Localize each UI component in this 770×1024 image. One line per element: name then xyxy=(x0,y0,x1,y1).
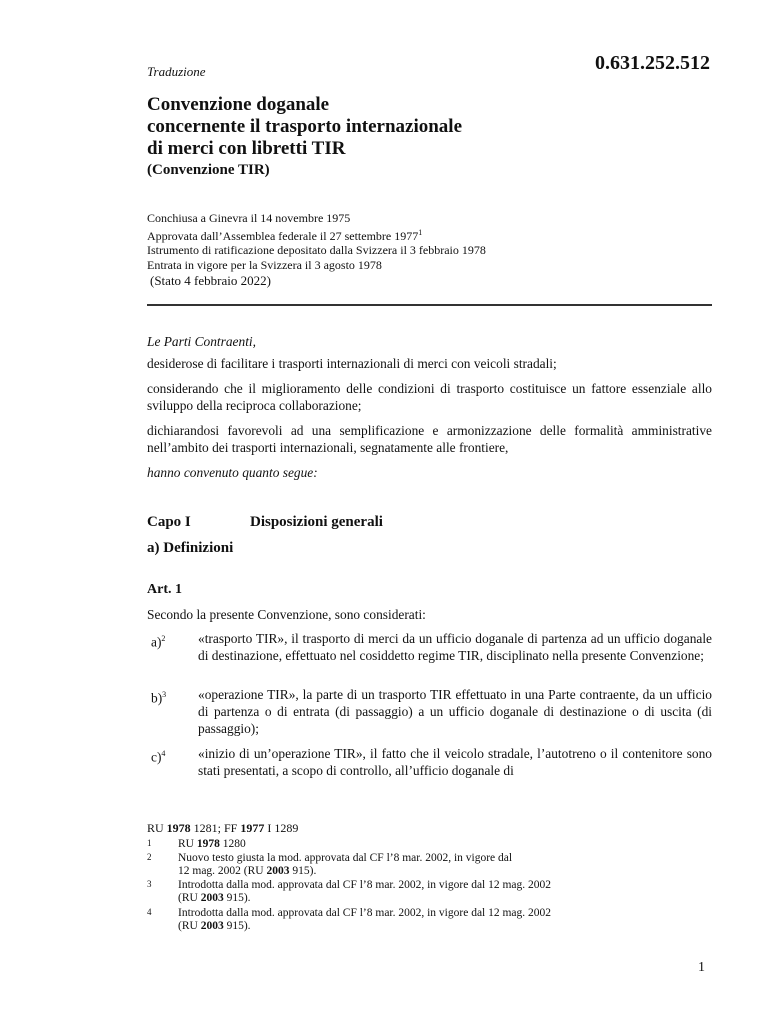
fn-line xyxy=(178,892,667,905)
footnote-ref-4[interactable]: 4 xyxy=(161,749,166,758)
fn-text: RU xyxy=(178,838,197,850)
fn-year: 1978 xyxy=(196,838,220,850)
article-heading: Art. 1 xyxy=(147,582,182,597)
item-label xyxy=(151,630,196,650)
title-line-1: Convenzione doganale xyxy=(147,94,330,115)
article-intro: Secondo la presente Convenzione, sono considerati: xyxy=(147,607,426,622)
item-label xyxy=(151,686,196,706)
footnote-3 xyxy=(147,879,667,905)
footnote-number: 3 xyxy=(147,879,152,889)
footnote-ref-1[interactable]: 1 xyxy=(418,227,423,237)
header-divider xyxy=(147,304,712,306)
preamble-agreed: hanno convenuto quanto segue: xyxy=(147,465,318,480)
definition-item xyxy=(147,745,712,779)
preamble-paragraph-1: desiderose di facilitare i trasporti internazionali di merci con veicoli stradali; xyxy=(147,356,557,371)
fn-line xyxy=(178,865,667,878)
status-date: (Stato 4 febbraio 2022) xyxy=(150,273,271,288)
item-label xyxy=(151,745,196,765)
fn-line: Nuovo testo giusta la mod. approvata dal CF l’8 mar. 2002, in vigore dal xyxy=(178,852,513,864)
footnote-number: 4 xyxy=(147,907,152,917)
fn-text: 915). xyxy=(223,920,251,932)
title-line-2: concernente il trasporto internazionale xyxy=(147,116,463,137)
definition-item xyxy=(147,686,712,737)
source-reference xyxy=(147,821,298,836)
approved-date xyxy=(147,226,486,244)
fn-text: 915). xyxy=(223,892,251,904)
item-letter: a) xyxy=(151,634,162,650)
footnote-4 xyxy=(147,907,667,933)
fn-year: 2003 xyxy=(200,892,224,904)
footnote-text xyxy=(178,852,667,878)
page-number: 1 xyxy=(698,960,705,975)
fn-year: 2003 xyxy=(266,865,290,877)
fn-line: Introdotta dalla mod. approvata dal CF l’8 mar. 2002, in vigore dal 12 mag. 2002 xyxy=(178,907,552,919)
document-number: 0.631.252.512 xyxy=(595,52,710,74)
ref-text: 1281; FF xyxy=(190,821,241,835)
fn-text: (RU xyxy=(178,920,201,932)
footnote-number: 1 xyxy=(147,838,152,848)
item-letter: c) xyxy=(151,749,162,765)
footnote-text xyxy=(178,838,667,851)
document-title xyxy=(147,94,462,160)
concluded-date: Conchiusa a Ginevra il 14 novembre 1975 xyxy=(147,211,351,225)
chapter-number: Capo I xyxy=(147,514,191,530)
fn-line: Introdotta dalla mod. approvata dal CF l’8 mar. 2002, in vigore dal 12 mag. 2002 xyxy=(178,879,552,891)
footnote-1 xyxy=(147,838,667,851)
ref-year: 1977 xyxy=(240,821,265,835)
preamble-paragraph-3: dichiarandosi favorevoli ad una semplificazione e armonizzazione delle formalità amministrative nell’ambito dei trasporti internazionali, segnatamente alle frontiere, xyxy=(147,423,712,455)
preamble-parties: Le Parti Contraenti, xyxy=(147,334,256,349)
translation-label: Traduzione xyxy=(147,64,206,79)
fn-year: 2003 xyxy=(200,920,224,932)
footnote-ref-2[interactable]: 2 xyxy=(161,634,166,643)
fn-text: (RU xyxy=(178,892,201,904)
item-text: «operazione TIR», la parte di un trasporto TIR effettuato in una Parte contraente, da un ufficio di partenza o di entrata (di passaggio) a un ufficio doganale di destinazione o di uscita (di passaggio); xyxy=(198,687,712,736)
in-force-date: Entrata in vigore per la Svizzera il 3 agosto 1978 xyxy=(147,257,382,272)
chapter-title: Disposizioni generali xyxy=(250,514,383,530)
fn-line xyxy=(178,920,667,933)
ref-year: 1978 xyxy=(166,821,191,835)
ref-text: I 1289 xyxy=(264,821,299,835)
approved-text: Approvata dall’Assemblea federale il 27 settembre 1977 xyxy=(147,228,419,243)
footnote-2 xyxy=(147,852,667,878)
item-letter: b) xyxy=(151,690,163,706)
footnote-number: 2 xyxy=(147,852,152,862)
document-metadata xyxy=(147,211,486,272)
footnote-ref-3[interactable]: 3 xyxy=(162,690,167,699)
preamble-paragraph-2: considerando che il miglioramento delle condizioni di trasporto costituisce un fattore essenziale allo sviluppo della reciproca collaborazione; xyxy=(147,381,712,413)
fn-text: 12 mag. 2002 (RU xyxy=(178,865,267,877)
ref-text: RU xyxy=(147,821,167,835)
fn-text: 915). xyxy=(289,865,317,877)
short-title: (Convenzione TIR) xyxy=(147,162,270,178)
section-heading: a) Definizioni xyxy=(147,540,234,556)
definition-item xyxy=(147,630,712,664)
ratification-date: Istrumento di ratificazione depositato dalla Svizzera il 3 febbraio 1978 xyxy=(147,243,486,257)
chapter-heading xyxy=(147,514,383,531)
footnote-text xyxy=(178,907,667,933)
item-text: «inizio di un’operazione TIR», il fatto che il veicolo stradale, l’autotreno o il contenitore sono stati presentati, a scopo di controllo, all’ufficio doganale di xyxy=(198,746,712,778)
footnote-text xyxy=(178,879,667,905)
fn-text: 1280 xyxy=(219,838,246,850)
item-text: «trasporto TIR», il trasporto di merci da un ufficio doganale di partenza ad un ufficio doganale di destinazione, effettuato nel cosiddetto regime TIR, disciplinato nella presente Convenzione; xyxy=(198,631,712,663)
title-line-3: di merci con libretti TIR xyxy=(147,138,346,159)
